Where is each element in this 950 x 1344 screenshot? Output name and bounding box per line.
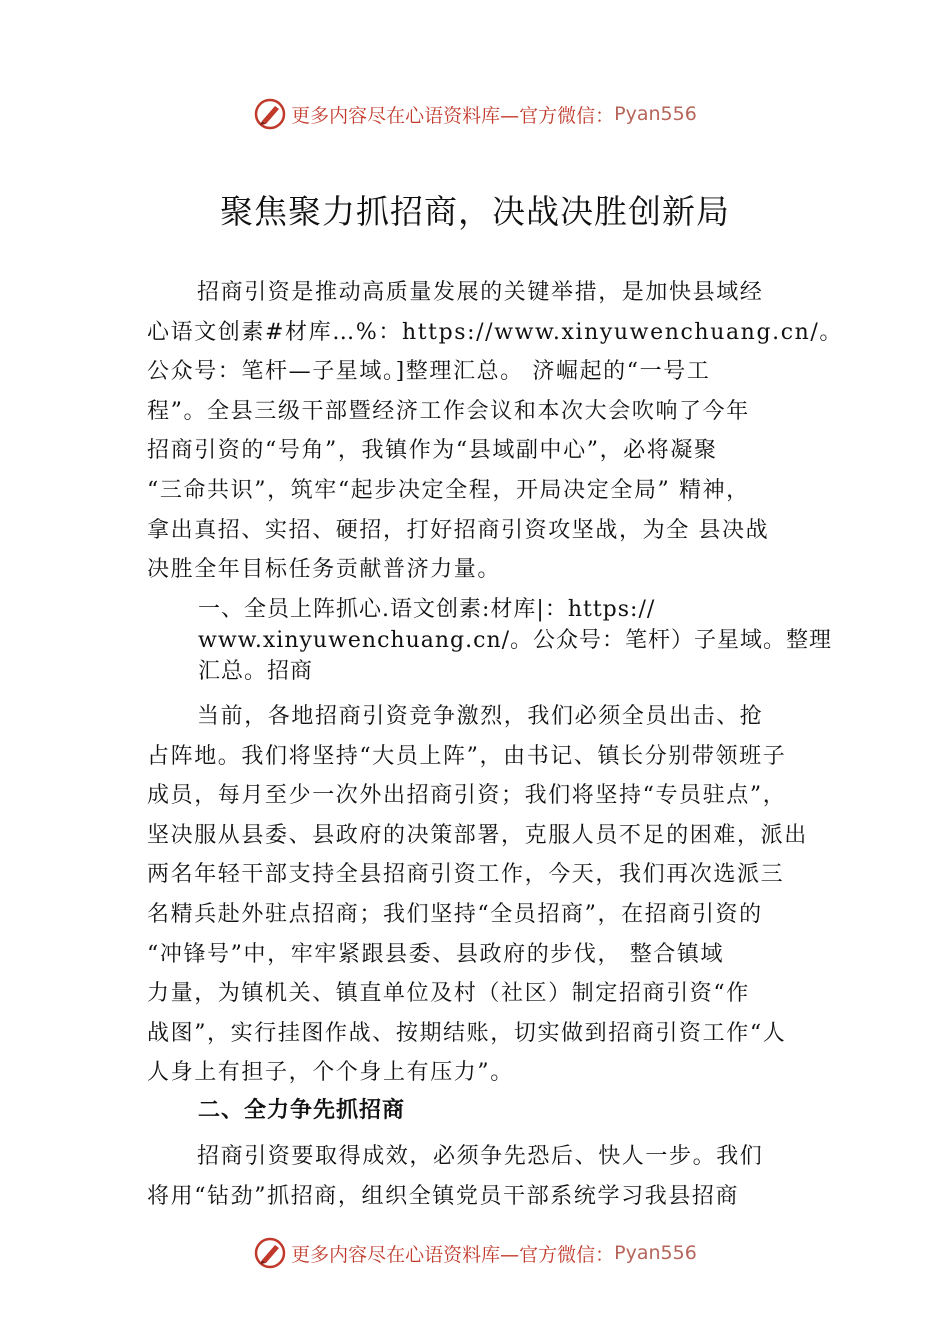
text-line: 汇总。招商	[198, 659, 314, 684]
watermark-banner-bottom	[0, 1233, 950, 1273]
text-line: 公众号：笔杆—子星域。]整理汇总。 济崛起的“一号工	[147, 359, 711, 385]
watermark-account: Pyan556	[614, 103, 697, 125]
text-line: 决胜全年目标任务贡献普济力量。	[147, 557, 502, 583]
text-line: 名精兵赴外驻点招商；我们坚持“全员招商”，在招商引资的	[147, 901, 763, 927]
text-line: “冲锋号”中，牢牢紧跟县委、县政府的步伐， 整合镇域	[147, 941, 725, 967]
text-line: 心语文创素#材库…%：https://www.xinyuwenchuang.cn/。	[147, 319, 844, 345]
text-line: 人身上有担子，个个身上有压力”。	[147, 1060, 514, 1086]
text-line: 两名年轻干部支持全县招商引资工作，今天，我们再次选派三	[147, 862, 785, 888]
section2-heading: 二、全力争先抓招商	[198, 1098, 406, 1123]
text-line: www.xinyuwenchuang.cn/。公众号：笔杆）子星域。整理	[198, 628, 833, 653]
text-line: 招商引资是推动高质量发展的关键举措，是加快县域经	[197, 280, 764, 305]
text-line: 成员，每月至少一次外出招商引资；我们将坚持“专员驻点”，	[147, 783, 787, 809]
section2-paragraph	[147, 1137, 837, 1216]
section1-heading	[198, 594, 838, 687]
text-line: 招商引资要取得成效，必须争先恐后、快人一步。我们	[197, 1144, 764, 1169]
text-line: 程”。全县三级干部暨经济工作会议和本次大会吹响了今年	[147, 398, 750, 424]
intro-paragraph	[147, 273, 844, 590]
text-line: 招商引资的“号角”，我镇作为“县域副中心”，必将凝聚	[147, 438, 718, 464]
text-line: 坚决服从县委、县政府的决策部署，克服人员不足的困难，派出	[147, 822, 808, 848]
watermark-text: 更多内容尽在心语资料库—官方微信：	[291, 104, 615, 127]
watermark-banner-top	[0, 94, 950, 134]
section1-paragraph	[147, 697, 837, 1093]
text-line: 一、全员上阵抓心.语文创素:材库|：https://	[198, 597, 656, 622]
watermark-text: 更多内容尽在心语资料库—官方微信：	[291, 1243, 615, 1266]
text-line: 将用“钻劲”抓招商，组织全镇党员干部系统学习我县招商	[147, 1183, 740, 1209]
pen-logo-icon	[253, 1236, 287, 1270]
pen-logo-icon	[253, 97, 287, 131]
text-line: 当前，各地招商引资竞争激烈，我们必须全员出击、抢	[197, 704, 764, 729]
text-line: “三命共识”，筑牢“起步决定全程，开局决定全局” 精神，	[147, 477, 750, 503]
text-line: 拿出真招、实招、硬招，打好招商引资攻坚战，为全 县决战	[147, 517, 770, 543]
text-line: 战图”，实行挂图作战、按期结账，切实做到招商引资工作“人	[147, 1020, 787, 1046]
text-line: 占阵地。我们将坚持“大员上阵”，由书记、镇长分别带领班子	[147, 743, 787, 769]
page-title: 聚焦聚力抓招商，决战决胜创新局	[220, 192, 730, 231]
watermark-account: Pyan556	[614, 1242, 697, 1264]
text-line: 力量，为镇机关、镇直单位及村（社区）制定招商引资“作	[147, 981, 750, 1007]
